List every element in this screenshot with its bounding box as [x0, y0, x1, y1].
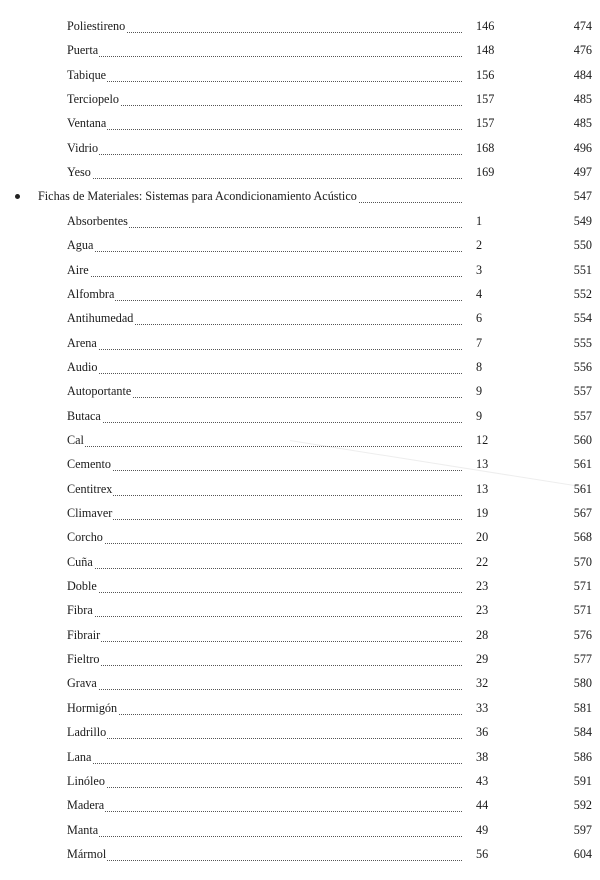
- entry-title: Absorbentes: [67, 213, 128, 228]
- entry-label: [67, 479, 462, 499]
- leader-dots: [67, 430, 462, 447]
- page-number-section: 9: [476, 408, 483, 423]
- toc-entry-row[interactable]: [0, 113, 600, 133]
- page-number-global: 550: [573, 238, 592, 253]
- toc-entry-row[interactable]: [0, 698, 600, 718]
- entry-title: Poliestireno: [67, 19, 126, 33]
- page-number-section: 168: [476, 140, 495, 155]
- bullet-icon: [15, 194, 20, 199]
- leader-dots: [67, 333, 462, 350]
- page-number-global: 577: [573, 652, 592, 667]
- entry-label: [67, 430, 462, 450]
- page-number-global: 571: [573, 603, 592, 618]
- entry-title: Fieltro: [67, 652, 100, 667]
- page-number-section: 9: [476, 384, 483, 399]
- entry-label: [67, 113, 462, 133]
- toc-entry-row[interactable]: [0, 430, 600, 450]
- entry-title: Hormigón: [67, 700, 118, 715]
- leader-dots: [67, 503, 462, 520]
- page-number-global: 485: [573, 116, 592, 131]
- entry-label: [67, 673, 462, 693]
- page-number-global: 568: [573, 530, 592, 545]
- toc-entry-row[interactable]: [0, 820, 600, 840]
- entry-label: [67, 308, 462, 328]
- page-number-global: 570: [573, 554, 592, 569]
- page-number-section: 169: [476, 165, 495, 180]
- toc-entry-row[interactable]: [0, 260, 600, 280]
- toc-entry-row[interactable]: [0, 138, 600, 158]
- leader-dots: [67, 552, 462, 569]
- leader-dots: [67, 284, 462, 301]
- toc-entry-row[interactable]: [0, 357, 600, 377]
- entry-title: Fibra: [67, 603, 93, 618]
- leader-dots: [67, 576, 462, 593]
- toc-entry-row[interactable]: [0, 333, 600, 353]
- page-number-global: 551: [573, 262, 592, 277]
- leader-dots: [67, 771, 462, 788]
- page-number-section: 12: [476, 432, 489, 447]
- page-number-section: 44: [476, 798, 489, 813]
- leader-dots: [67, 625, 462, 642]
- page-number-global: 586: [573, 749, 592, 764]
- entry-label: [67, 698, 462, 718]
- leader-dots: [67, 820, 462, 837]
- entry-label: [67, 65, 462, 85]
- toc-entry-row[interactable]: [0, 795, 600, 815]
- toc-entry-row[interactable]: [0, 771, 600, 791]
- leader-dots: [67, 795, 462, 812]
- leader-dots: [67, 89, 462, 106]
- page-number-section: 43: [476, 773, 489, 788]
- page-number-section: 32: [476, 676, 489, 691]
- toc-entry-row[interactable]: [0, 40, 600, 60]
- page-number-global: 484: [573, 67, 592, 82]
- toc-entry-row[interactable]: [0, 576, 600, 596]
- page-number-section: 20: [476, 530, 489, 545]
- entry-title: Cuña: [67, 554, 93, 569]
- page-number-section: 156: [476, 67, 495, 82]
- entry-title: Butaca: [67, 408, 101, 423]
- page-number-global: 581: [573, 700, 592, 715]
- entry-label: [67, 795, 462, 815]
- page-number-global: 552: [573, 286, 592, 301]
- entry-title: Agua: [67, 238, 94, 253]
- page-number-section: 38: [476, 749, 489, 764]
- page-number-global: 576: [573, 627, 592, 642]
- page-number-global: 557: [573, 384, 592, 399]
- leader-dots: [67, 649, 462, 666]
- leader-dots: [67, 722, 462, 739]
- page-number-section: 28: [476, 627, 489, 642]
- entry-label: [67, 722, 462, 742]
- entry-title: Cemento: [67, 457, 112, 472]
- entry-label: [67, 40, 462, 60]
- entry-label: [67, 406, 462, 426]
- toc-entry-row[interactable]: [0, 65, 600, 85]
- page-number-section: 148: [476, 43, 495, 58]
- entry-title: Aire: [67, 262, 89, 277]
- entry-label: [67, 844, 462, 864]
- page-number-section: 146: [476, 19, 495, 33]
- leader-dots: [67, 600, 462, 617]
- page-number-global: 571: [573, 579, 592, 594]
- toc-entry-row[interactable]: [0, 89, 600, 109]
- page-number-section: 7: [476, 335, 483, 350]
- entry-label: [67, 284, 462, 304]
- toc-entry-row[interactable]: [0, 308, 600, 328]
- page-number-global: 554: [573, 311, 592, 326]
- toc-section-row[interactable]: [0, 186, 600, 206]
- entry-label: [67, 527, 462, 547]
- entry-label: [38, 186, 462, 206]
- toc-entry-row[interactable]: [0, 381, 600, 401]
- entry-label: [67, 649, 462, 669]
- toc-entry-row[interactable]: [0, 284, 600, 304]
- page-number-section: 4: [476, 286, 483, 301]
- entry-label: [67, 820, 462, 840]
- entry-title: Climaver: [67, 506, 113, 520]
- page-number-global: 476: [573, 43, 592, 58]
- entry-label: [67, 138, 462, 158]
- entry-title: Fibrair: [67, 627, 101, 642]
- page-number-global: 580: [573, 676, 592, 691]
- leader-dots: [67, 406, 462, 423]
- entry-label: [67, 503, 462, 523]
- entry-title: Cal: [67, 432, 84, 447]
- page-number-section: 1: [476, 213, 483, 228]
- leader-dots: [67, 138, 462, 155]
- toc-entry-row[interactable]: [0, 235, 600, 255]
- leader-dots: [67, 673, 462, 690]
- entry-label: [67, 333, 462, 353]
- entry-title: Terciopelo: [67, 92, 119, 107]
- page-number-global: 567: [573, 506, 592, 520]
- entry-title: Audio: [67, 359, 98, 374]
- page-number-section: 8: [476, 359, 483, 374]
- leader-dots: [67, 65, 462, 82]
- entry-label: [67, 381, 462, 401]
- entry-title: Grava: [67, 676, 97, 691]
- entry-label: [67, 211, 462, 231]
- entry-title: Doble: [67, 579, 97, 594]
- entry-title: Madera: [67, 798, 105, 813]
- page-number-section: 157: [476, 116, 495, 131]
- page-number-section: 36: [476, 725, 489, 740]
- page-number-section: 23: [476, 579, 489, 594]
- leader-dots: [67, 16, 462, 33]
- toc-entry-row[interactable]: [0, 552, 600, 572]
- toc-entry-row[interactable]: [0, 454, 600, 474]
- entry-title: Yeso: [67, 165, 91, 180]
- toc-entry-row[interactable]: [0, 649, 600, 669]
- entry-title: Manta: [67, 822, 99, 837]
- leader-dots: [67, 113, 462, 130]
- toc-entry-row[interactable]: [0, 844, 600, 864]
- toc-entry-row[interactable]: [0, 600, 600, 620]
- entry-title: Vidrio: [67, 140, 99, 155]
- page-number-global: 561: [573, 481, 592, 496]
- entry-label: [67, 771, 462, 791]
- leader-dots: [67, 162, 462, 179]
- toc-entry-row[interactable]: [0, 16, 600, 36]
- page-number-global: 474: [573, 19, 592, 33]
- entry-label: [67, 747, 462, 767]
- page-number-global: 597: [573, 822, 592, 837]
- entry-title: Arena: [67, 335, 97, 350]
- entry-label: [67, 357, 462, 377]
- entry-title: Tabique: [67, 67, 107, 82]
- entry-title: Autoportante: [67, 384, 132, 399]
- toc-entry-row[interactable]: [0, 503, 600, 523]
- page-number-global: 561: [573, 457, 592, 472]
- page-number-global: 560: [573, 432, 592, 447]
- entry-title: Antihumedad: [67, 311, 134, 326]
- entry-title: Centitrex: [67, 481, 113, 496]
- page-number-section: 13: [476, 481, 489, 496]
- entry-label: [67, 625, 462, 645]
- entry-label: [67, 260, 462, 280]
- page-number-global: 496: [573, 140, 592, 155]
- entry-label: [67, 16, 462, 36]
- page-number-section: 29: [476, 652, 489, 667]
- entry-label: [67, 600, 462, 620]
- entry-title: Puerta: [67, 43, 99, 58]
- page-number-section: 56: [476, 846, 489, 861]
- toc-entry-row[interactable]: [0, 211, 600, 231]
- leader-dots: [67, 527, 462, 544]
- entry-title: Mármol: [67, 846, 107, 861]
- page-number-global: 547: [573, 189, 592, 204]
- page-number-section: 23: [476, 603, 489, 618]
- toc-entry-row[interactable]: [0, 406, 600, 426]
- entry-label: [67, 576, 462, 596]
- page-number-section: 6: [476, 311, 483, 326]
- toc-entry-row[interactable]: [0, 625, 600, 645]
- toc-entry-row[interactable]: [0, 722, 600, 742]
- page-number-global: 556: [573, 359, 592, 374]
- toc-entry-row[interactable]: [0, 162, 600, 182]
- page-number-section: 157: [476, 92, 495, 107]
- leader-dots: [67, 357, 462, 374]
- toc-entry-row[interactable]: [0, 479, 600, 499]
- page-number-section: 22: [476, 554, 489, 569]
- toc-entry-row[interactable]: [0, 527, 600, 547]
- page-number-section: 2: [476, 238, 483, 253]
- toc-entry-row[interactable]: [0, 673, 600, 693]
- entry-label: [67, 552, 462, 572]
- page-number-global: 485: [573, 92, 592, 107]
- leader-dots: [67, 235, 462, 252]
- page-number-global: 549: [573, 213, 592, 228]
- entry-title: Ladrillo: [67, 725, 107, 740]
- entry-title: Linóleo: [67, 773, 105, 788]
- entry-title: Ventana: [67, 116, 107, 131]
- page-number-section: 3: [476, 262, 483, 277]
- leader-dots: [67, 844, 462, 861]
- entry-title: Alfombra: [67, 286, 115, 301]
- page-number-global: 592: [573, 798, 592, 813]
- entry-label: [67, 454, 462, 474]
- entry-title: Lana: [67, 749, 92, 764]
- leader-dots: [67, 747, 462, 764]
- entry-label: [67, 235, 462, 255]
- entry-label: [67, 89, 462, 109]
- leader-dots: [67, 260, 462, 277]
- toc-entry-row[interactable]: [0, 747, 600, 767]
- page-number-global: 604: [573, 846, 592, 861]
- section-title: Fichas de Materiales: Sistemas para Acondicionamiento Acústico: [38, 189, 357, 204]
- leader-dots: [67, 40, 462, 57]
- leader-dots: [67, 454, 462, 471]
- page-number-section: 49: [476, 822, 489, 837]
- page-number-global: 584: [573, 725, 592, 740]
- page-number-global: 555: [573, 335, 592, 350]
- leader-dots: [67, 479, 462, 496]
- page-number-global: 591: [573, 773, 592, 788]
- entry-label: [67, 162, 462, 182]
- page-number-global: 557: [573, 408, 592, 423]
- page-number-section: 19: [476, 506, 489, 520]
- page-number-global: 497: [573, 165, 592, 180]
- page-number-section: 13: [476, 457, 489, 472]
- entry-title: Corcho: [67, 530, 103, 545]
- page-number-section: 33: [476, 700, 489, 715]
- leader-dots: [67, 698, 462, 715]
